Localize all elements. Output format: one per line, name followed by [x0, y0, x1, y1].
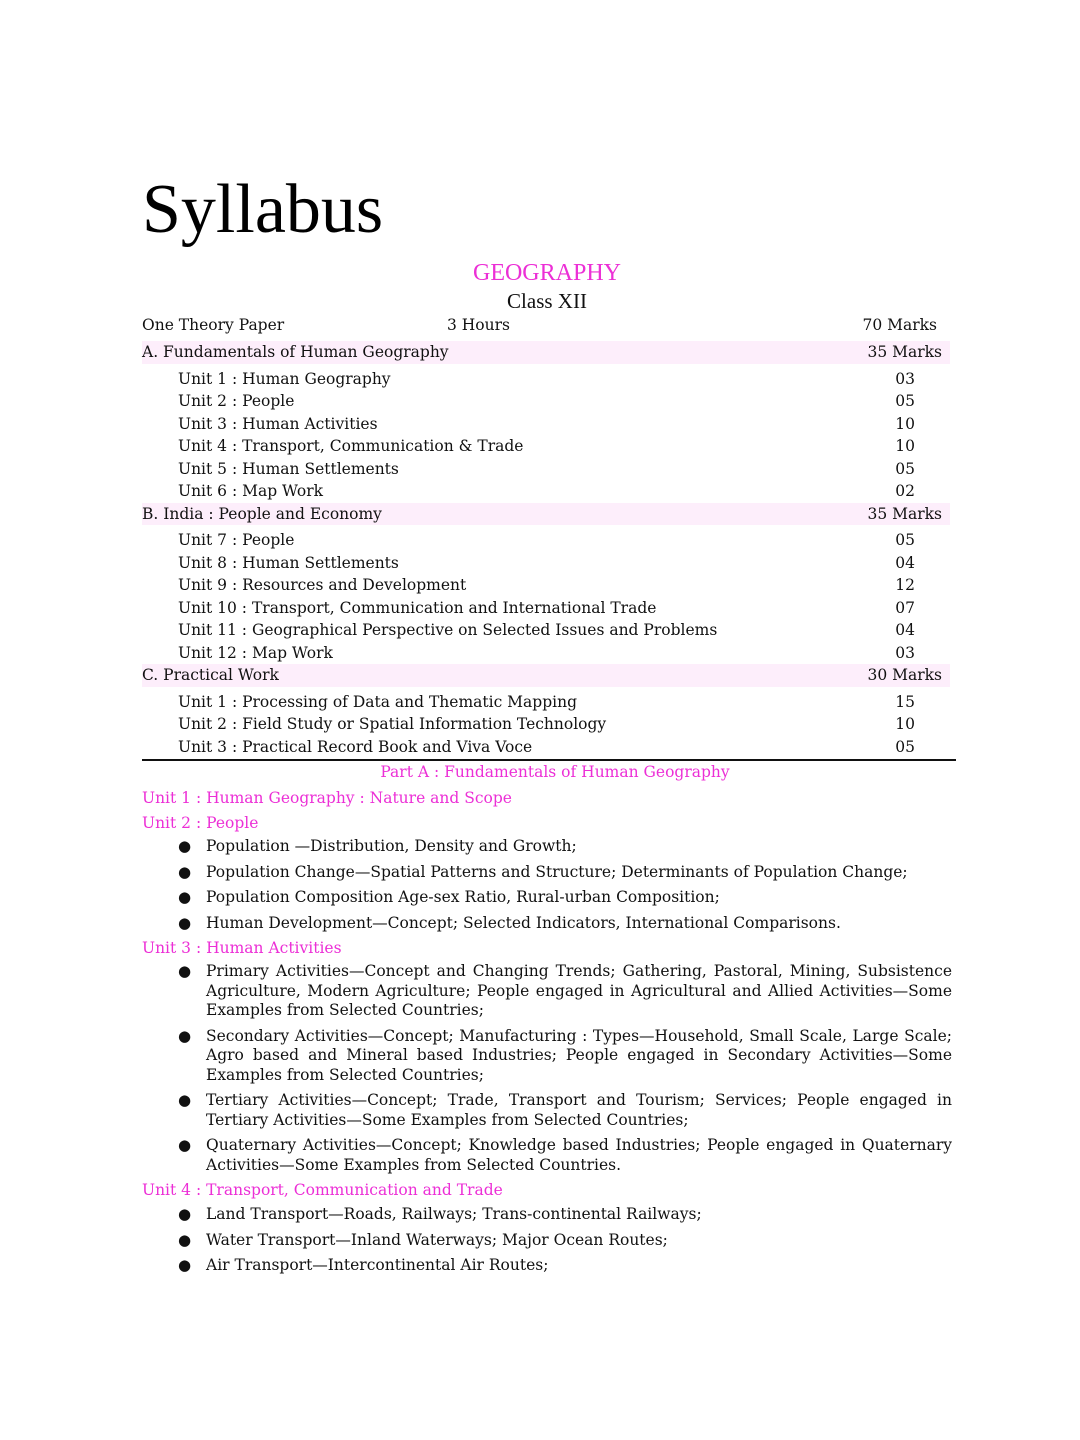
topic-text: Land Transport—Roads, Railways; Trans-continental Railways;	[206, 1205, 702, 1223]
list-item	[142, 914, 952, 934]
unit-heading: Unit 4 : Transport, Communication and Trade	[142, 1181, 503, 1199]
section-label: C. Practical Work	[142, 666, 279, 684]
subject-heading: GEOGRAPHY	[472, 260, 621, 286]
list-item	[142, 1027, 952, 1086]
unit-heading: Unit 2 : People	[142, 814, 259, 832]
unit-label: Unit 9 : Resources and Development	[178, 576, 467, 594]
list-item	[142, 863, 952, 883]
unit-label: Unit 3 : Human Activities	[178, 414, 378, 433]
list-item	[142, 1231, 952, 1251]
paper-duration: 3 Hours	[447, 316, 510, 334]
unit-marks: 07	[895, 598, 915, 617]
unit-label: Unit 5 : Human Settlements	[178, 459, 399, 478]
list-item	[142, 1136, 952, 1175]
part-a-title: Part A : Fundamentals of Human Geography	[380, 763, 730, 781]
unit-row	[142, 574, 950, 597]
topic-text: Human Development—Concept; Selected Indicators, International Comparisons.	[206, 913, 841, 932]
topic-text: Water Transport—Inland Waterways; Major Ocean Routes;	[206, 1230, 668, 1249]
section-row	[142, 664, 950, 687]
list-item	[142, 888, 952, 908]
bullet-icon: ●	[178, 1230, 192, 1249]
list-item	[142, 962, 952, 1021]
paper-header-row	[142, 314, 937, 336]
unit-label: Unit 3 : Practical Record Book and Viva Voce	[178, 737, 533, 756]
unit-marks: 10	[895, 437, 915, 455]
bullet-icon: ●	[178, 913, 192, 932]
topic-text: Population Composition Age-sex Ratio, Rural-urban Composition;	[206, 888, 720, 906]
unit-label: Unit 7 : People	[178, 531, 295, 549]
topic-text: Secondary Activities—Concept; Manufacturing : Types—Household, Small Scale, Large Scale; Agro based and Mineral based Industries; People engaged in Secondary Activities—Some Examples from Selected Countries;	[206, 1026, 952, 1084]
unit-label: Unit 12 : Map Work	[178, 643, 333, 662]
unit-marks: 04	[895, 553, 915, 572]
unit-marks: 03	[895, 369, 915, 388]
marks-table	[142, 341, 950, 758]
unit-row	[142, 413, 950, 436]
bullet-icon: ●	[178, 1091, 192, 1109]
unit-label: Unit 1 : Processing of Data and Thematic Mapping	[178, 692, 577, 711]
unit-row	[142, 458, 950, 481]
list-item	[142, 1091, 952, 1130]
topic-text: Population —Distribution, Density and Growth;	[206, 837, 577, 855]
unit-marks: 05	[895, 531, 915, 549]
section-marks: 35 Marks	[867, 343, 942, 361]
topic-list	[142, 837, 952, 933]
unit-row	[142, 642, 950, 665]
unit-label: Unit 6 : Map Work	[178, 482, 324, 500]
section-row	[142, 503, 950, 526]
bullet-icon: ●	[178, 862, 192, 881]
list-item	[142, 1205, 952, 1225]
unit-heading: Unit 3 : Human Activities	[142, 939, 342, 957]
topic-text: Primary Activities—Concept and Changing Trends; Gathering, Pastoral, Mining, Subsistence Agriculture, Modern Agriculture; People engaged in Agricultural and Allied Activities—Some Examples from Selected Countries;	[206, 962, 952, 1019]
list-item	[142, 1256, 952, 1276]
topic-list	[142, 962, 952, 1175]
unit-marks: 10	[895, 414, 915, 433]
unit-row	[142, 368, 950, 391]
unit-row	[142, 736, 950, 759]
unit-marks: 02	[895, 482, 915, 500]
unit-label: Unit 10 : Transport, Communication and International Trade	[178, 598, 657, 617]
unit-row	[142, 390, 950, 413]
unit-label: Unit 2 : Field Study or Spatial Information Technology	[178, 715, 607, 733]
page-title: Syllabus	[142, 171, 384, 248]
unit-row	[142, 691, 950, 714]
unit-label: Unit 8 : Human Settlements	[178, 553, 399, 572]
syllabus-content	[142, 761, 952, 1276]
topic-text: Air Transport—Intercontinental Air Routes;	[206, 1256, 549, 1274]
class-heading: Class XII	[507, 289, 587, 313]
unit-marks: 05	[895, 737, 915, 756]
unit-row	[142, 552, 950, 575]
bullet-icon: ●	[178, 1256, 192, 1274]
unit-row	[142, 597, 950, 620]
unit-row	[142, 619, 950, 642]
bullet-icon: ●	[178, 888, 192, 906]
unit-marks: 12	[895, 576, 915, 594]
section-marks: 30 Marks	[867, 666, 942, 684]
unit-marks: 10	[895, 715, 915, 733]
section-label: B. India : People and Economy	[142, 504, 382, 523]
unit-row	[142, 713, 950, 736]
unit-marks: 05	[895, 392, 915, 410]
unit-marks: 05	[895, 459, 915, 478]
list-item	[142, 837, 952, 857]
bullet-icon: ●	[178, 962, 192, 980]
paper-label: One Theory Paper	[142, 316, 285, 334]
unit-marks: 03	[895, 643, 915, 662]
topic-text: Population Change—Spatial Patterns and Structure; Determinants of Population Change;	[206, 862, 908, 881]
section-label: A. Fundamentals of Human Geography	[142, 343, 449, 361]
topic-list	[142, 1205, 952, 1276]
bullet-icon: ●	[178, 1026, 192, 1045]
section-row	[142, 341, 950, 364]
topic-text: Tertiary Activities—Concept; Trade, Transport and Tourism; Services; People engaged in Tertiary Activities—Some Examples from Selected Countries;	[206, 1091, 952, 1129]
bullet-icon: ●	[178, 1205, 192, 1223]
unit-marks: 15	[895, 692, 915, 711]
bullet-icon: ●	[178, 837, 192, 855]
unit-row	[142, 529, 950, 552]
unit-marks: 04	[895, 621, 915, 639]
unit-label: Unit 4 : Transport, Communication & Trade	[178, 437, 524, 455]
unit-row	[142, 480, 950, 503]
unit-row	[142, 435, 950, 458]
unit-heading: Unit 1 : Human Geography : Nature and Scope	[142, 789, 512, 807]
unit-label: Unit 1 : Human Geography	[178, 369, 391, 388]
unit-label: Unit 11 : Geographical Perspective on Selected Issues and Problems	[178, 621, 718, 639]
unit-label: Unit 2 : People	[178, 392, 295, 410]
paper-marks: 70 Marks	[862, 316, 937, 334]
bullet-icon: ●	[178, 1136, 192, 1154]
section-marks: 35 Marks	[867, 504, 942, 523]
topic-text: Quaternary Activities—Concept; Knowledge based Industries; People engaged in Quaternary Activities—Some Examples from Selected Countries.	[206, 1136, 952, 1174]
